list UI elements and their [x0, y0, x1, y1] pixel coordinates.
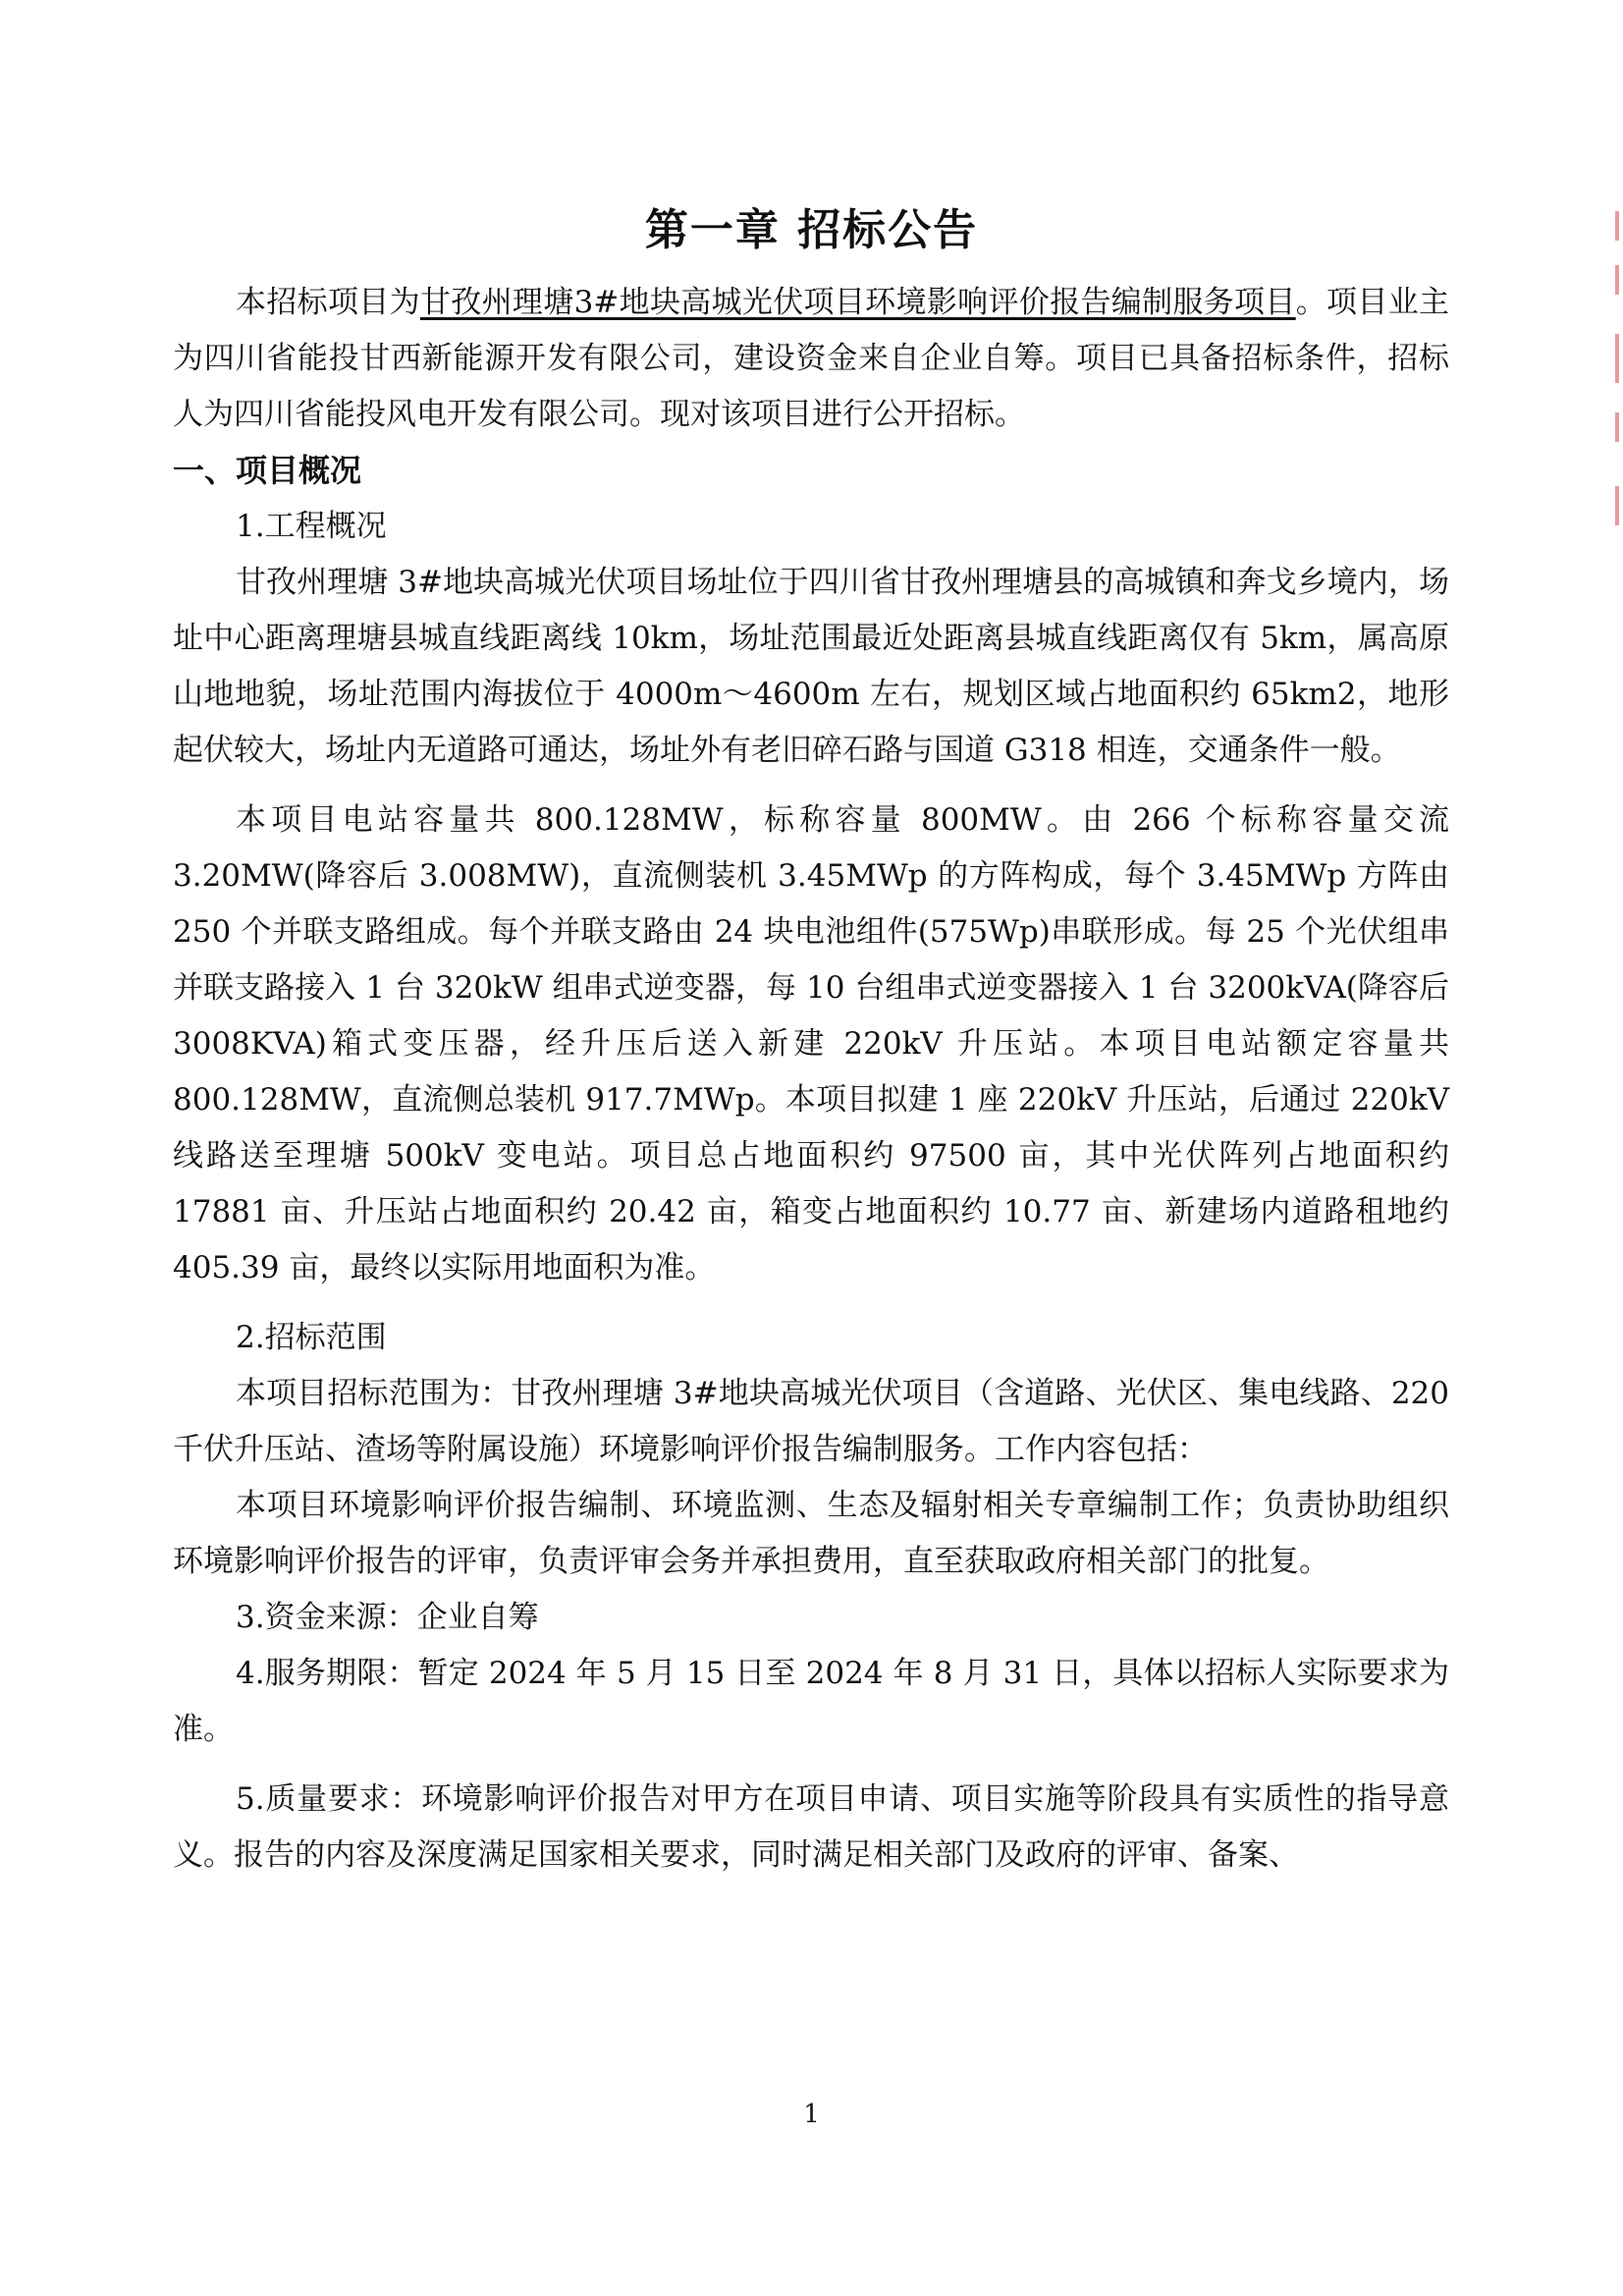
paragraph-work-content: 本项目环境影响评价报告编制、环境监测、生态及辐射相关专章编制工作；负责协助组织环境影响评价报告的评审，负责评审会务并承担费用，直至获取政府相关部门的批复。 [173, 1488, 1449, 1579]
subheading-engineering-overview: 1.工程概况 [236, 509, 387, 544]
item-service-period: 4.服务期限：暂定 2024 年 5 月 15 日至 2024 年 8 月 31 日，具体以招标人实际要求为准。 [173, 1656, 1449, 1747]
section-heading-project-overview: 一、项目概况 [173, 452, 362, 489]
seal-edge-mark [1615, 334, 1619, 383]
chapter-title: 第一章 招标公告 [644, 205, 979, 255]
intro-lead: 本招标项目为 [236, 285, 420, 320]
paragraph-scope: 本项目招标范围为：甘孜州理塘 3#地块高城光伏项目（含道路、光伏区、集电线路、220 千伏升压站、渣场等附属设施）环境影响评价报告编制服务。工作内容包括： [173, 1376, 1449, 1467]
seal-edge-mark [1615, 211, 1619, 241]
seal-edge-mark [1615, 265, 1619, 295]
paragraph-capacity: 本项目电站容量共 800.128MW，标称容量 800MW。由 266 个标称容量交流 3.20MW(降容后 3.008MW)，直流侧装机 3.45MWp 的方阵构成，每个 3.45MWp 方阵由 250 个并联支路组成。每个并联支路由 24 块电池组件(575Wp)串联形成。每 25 个光伏组串并联支路接入 1 台 320kW 组串式逆变器，每 10 台组串式逆变器接入 1 台 3200kVA(降容后 3008KVA)箱式变压器，经升压后送入新建 220kV 升压站。本项目电站额定容量共 800.128MW，直流侧总装机 917.7MWp。本项目拟建 1 座 220kV 升压站，后通过 220kV 线路送至理塘 500kV 变电站。项目总占地面积约 97500 亩，其中光伏阵列占地面积约 17881 亩、升压站占地面积约 20.42 亩，箱变占地面积约 10.77 亩、新建场内道路租地约 405.39 亩，最终以实际用地面积为准。 [173, 802, 1449, 1285]
document-body [173, 275, 1449, 1884]
seal-edge-mark [1615, 486, 1619, 525]
project-name: 甘孜州理塘3#地块高城光伏项目环境影响评价报告编制服务项目 [419, 285, 1296, 320]
seal-edge-mark [1615, 412, 1619, 442]
page-number: 1 [803, 2100, 820, 2129]
paragraph-site-overview: 甘孜州理塘 3#地块高城光伏项目场址位于四川省甘孜州理塘县的高城镇和奔戈乡境内，场址中心距离理塘县城直线距离线 10km，场址范围最近处距离县城直线距离仅有 5km，属高原山地地貌，场址范围内海拔位于 4000m～4600m 左右，规划区域占地面积约 65km2，地形起伏较大，场址内无道路可通达，场址外有老旧碎石路与国道 G318 相连，交通条件一般。 [173, 565, 1449, 768]
item-funding-source: 3.资金来源：企业自筹 [236, 1600, 539, 1635]
intro-paragraph [173, 275, 1449, 443]
subheading-tender-scope: 2.招标范围 [236, 1320, 387, 1355]
item-quality-requirement: 5.质量要求：环境影响评价报告对甲方在项目申请、项目实施等阶段具有实质性的指导意义。报告的内容及深度满足国家相关要求，同时满足相关部门及政府的评审、备案、 [173, 1781, 1449, 1873]
intro-rest: 。项目业主为四川省能投甘西新能源开发有限公司，建设资金来自企业自筹。项目已具备招标条件，招标人为四川省能投风电开发有限公司。现对该项目进行公开招标。 [173, 285, 1450, 432]
